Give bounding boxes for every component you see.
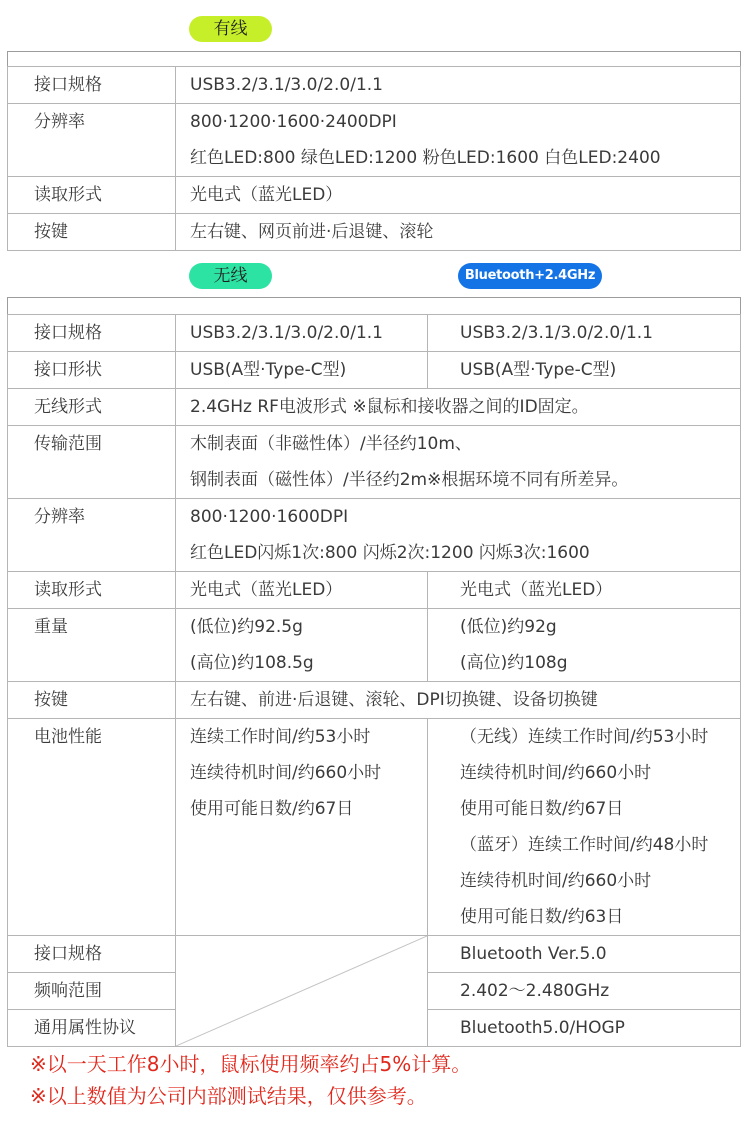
bluetooth-value: Bluetooth Ver.5.0 [428,936,741,973]
row-label: 按键 [8,682,176,719]
table-row [8,315,741,352]
row-label: 通用属性协议 [8,1010,176,1047]
table-row [8,572,741,609]
row-value: USB3.2/3.1/3.0/2.0/1.1 [176,67,741,104]
row-value: 左右键、网页前进·后退键、滚轮 [176,214,741,251]
row-value: 2.4GHz RF电波形式 ※鼠标和接收器之间的ID固定。 [176,389,741,426]
row-label: 分辨率 [8,499,176,572]
row-value: 800·1200·1600DPI 红色LED闪烁1次:800 闪烁2次:1200 闪烁3次:1600 [176,499,741,572]
table-row [8,67,741,104]
table-row [8,426,741,499]
footnote: ※以一天工作8小时，鼠标使用频率约占5%计算。 [30,1052,472,1076]
row-label: 接口规格 [8,315,176,352]
row-value: 左右键、前进·后退键、滚轮、DPI切换键、设备切换键 [176,682,741,719]
bluetooth-value: 光电式（蓝光LED） [428,572,741,609]
bluetooth-value: Bluetooth5.0/HOGP [428,1010,741,1047]
row-value: 木制表面（非磁性体）/半径约10m、 钢制表面（磁性体）/半径约2m※根据环境不同有所差异。 [176,426,741,499]
bluetooth-value: 2.402～2.480GHz [428,973,741,1010]
bluetooth-value: （无线）连续工作时间/约53小时 连续待机时间/约660小时 使用可能日数/约67日 （蓝牙）连续工作时间/约48小时 连续待机时间/约660小时 使用可能日数/约63日 [428,719,741,936]
row-label: 按键 [8,214,176,251]
wireless-value: 光电式（蓝光LED） [176,572,428,609]
row-label: 接口规格 [8,936,176,973]
row-label: 分辨率 [8,104,176,177]
diagonal-line [176,936,427,1046]
row-label: 接口规格 [8,67,176,104]
row-label: 传输范围 [8,426,176,499]
bluetooth-badge: Bluetooth+2.4GHz [458,263,602,289]
row-label: 重量 [8,609,176,682]
row-label: 电池性能 [8,719,176,936]
wireless-value: USB3.2/3.1/3.0/2.0/1.1 [176,315,428,352]
row-label: 频响范围 [8,973,176,1010]
bluetooth-value: USB(A型·Type-C型) [428,352,741,389]
table-row [8,104,741,177]
wired-badge: 有线 [189,16,272,42]
row-label: 接口形状 [8,352,176,389]
table-row [8,389,741,426]
table-row [8,936,741,973]
not-applicable-cell [176,936,428,1047]
row-label: 读取形式 [8,177,176,214]
wireless-value: USB(A型·Type-C型) [176,352,428,389]
wired-spec-table [7,51,741,251]
row-value: 800·1200·1600·2400DPI 红色LED:800 绿色LED:1200 粉色LED:1600 白色LED:2400 [176,104,741,177]
table-row [8,214,741,251]
footnote: ※以上数值为公司内部测试结果，仅供参考。 [30,1084,427,1108]
table-row [8,499,741,572]
table-row [8,609,741,682]
table-row [8,682,741,719]
row-label: 无线形式 [8,389,176,426]
bluetooth-value: (低位)约92g (高位)约108g [428,609,741,682]
table-row [8,177,741,214]
row-value: 光电式（蓝光LED） [176,177,741,214]
bluetooth-value: USB3.2/3.1/3.0/2.0/1.1 [428,315,741,352]
row-label: 读取形式 [8,572,176,609]
table-row [8,352,741,389]
table-row [8,719,741,936]
wireless-badge: 无线 [189,263,272,289]
wireless-spec-table [7,297,741,1047]
wireless-value: (低位)约92.5g (高位)约108.5g [176,609,428,682]
wireless-value: 连续工作时间/约53小时 连续待机时间/约660小时 使用可能日数/约67日 [176,719,428,936]
